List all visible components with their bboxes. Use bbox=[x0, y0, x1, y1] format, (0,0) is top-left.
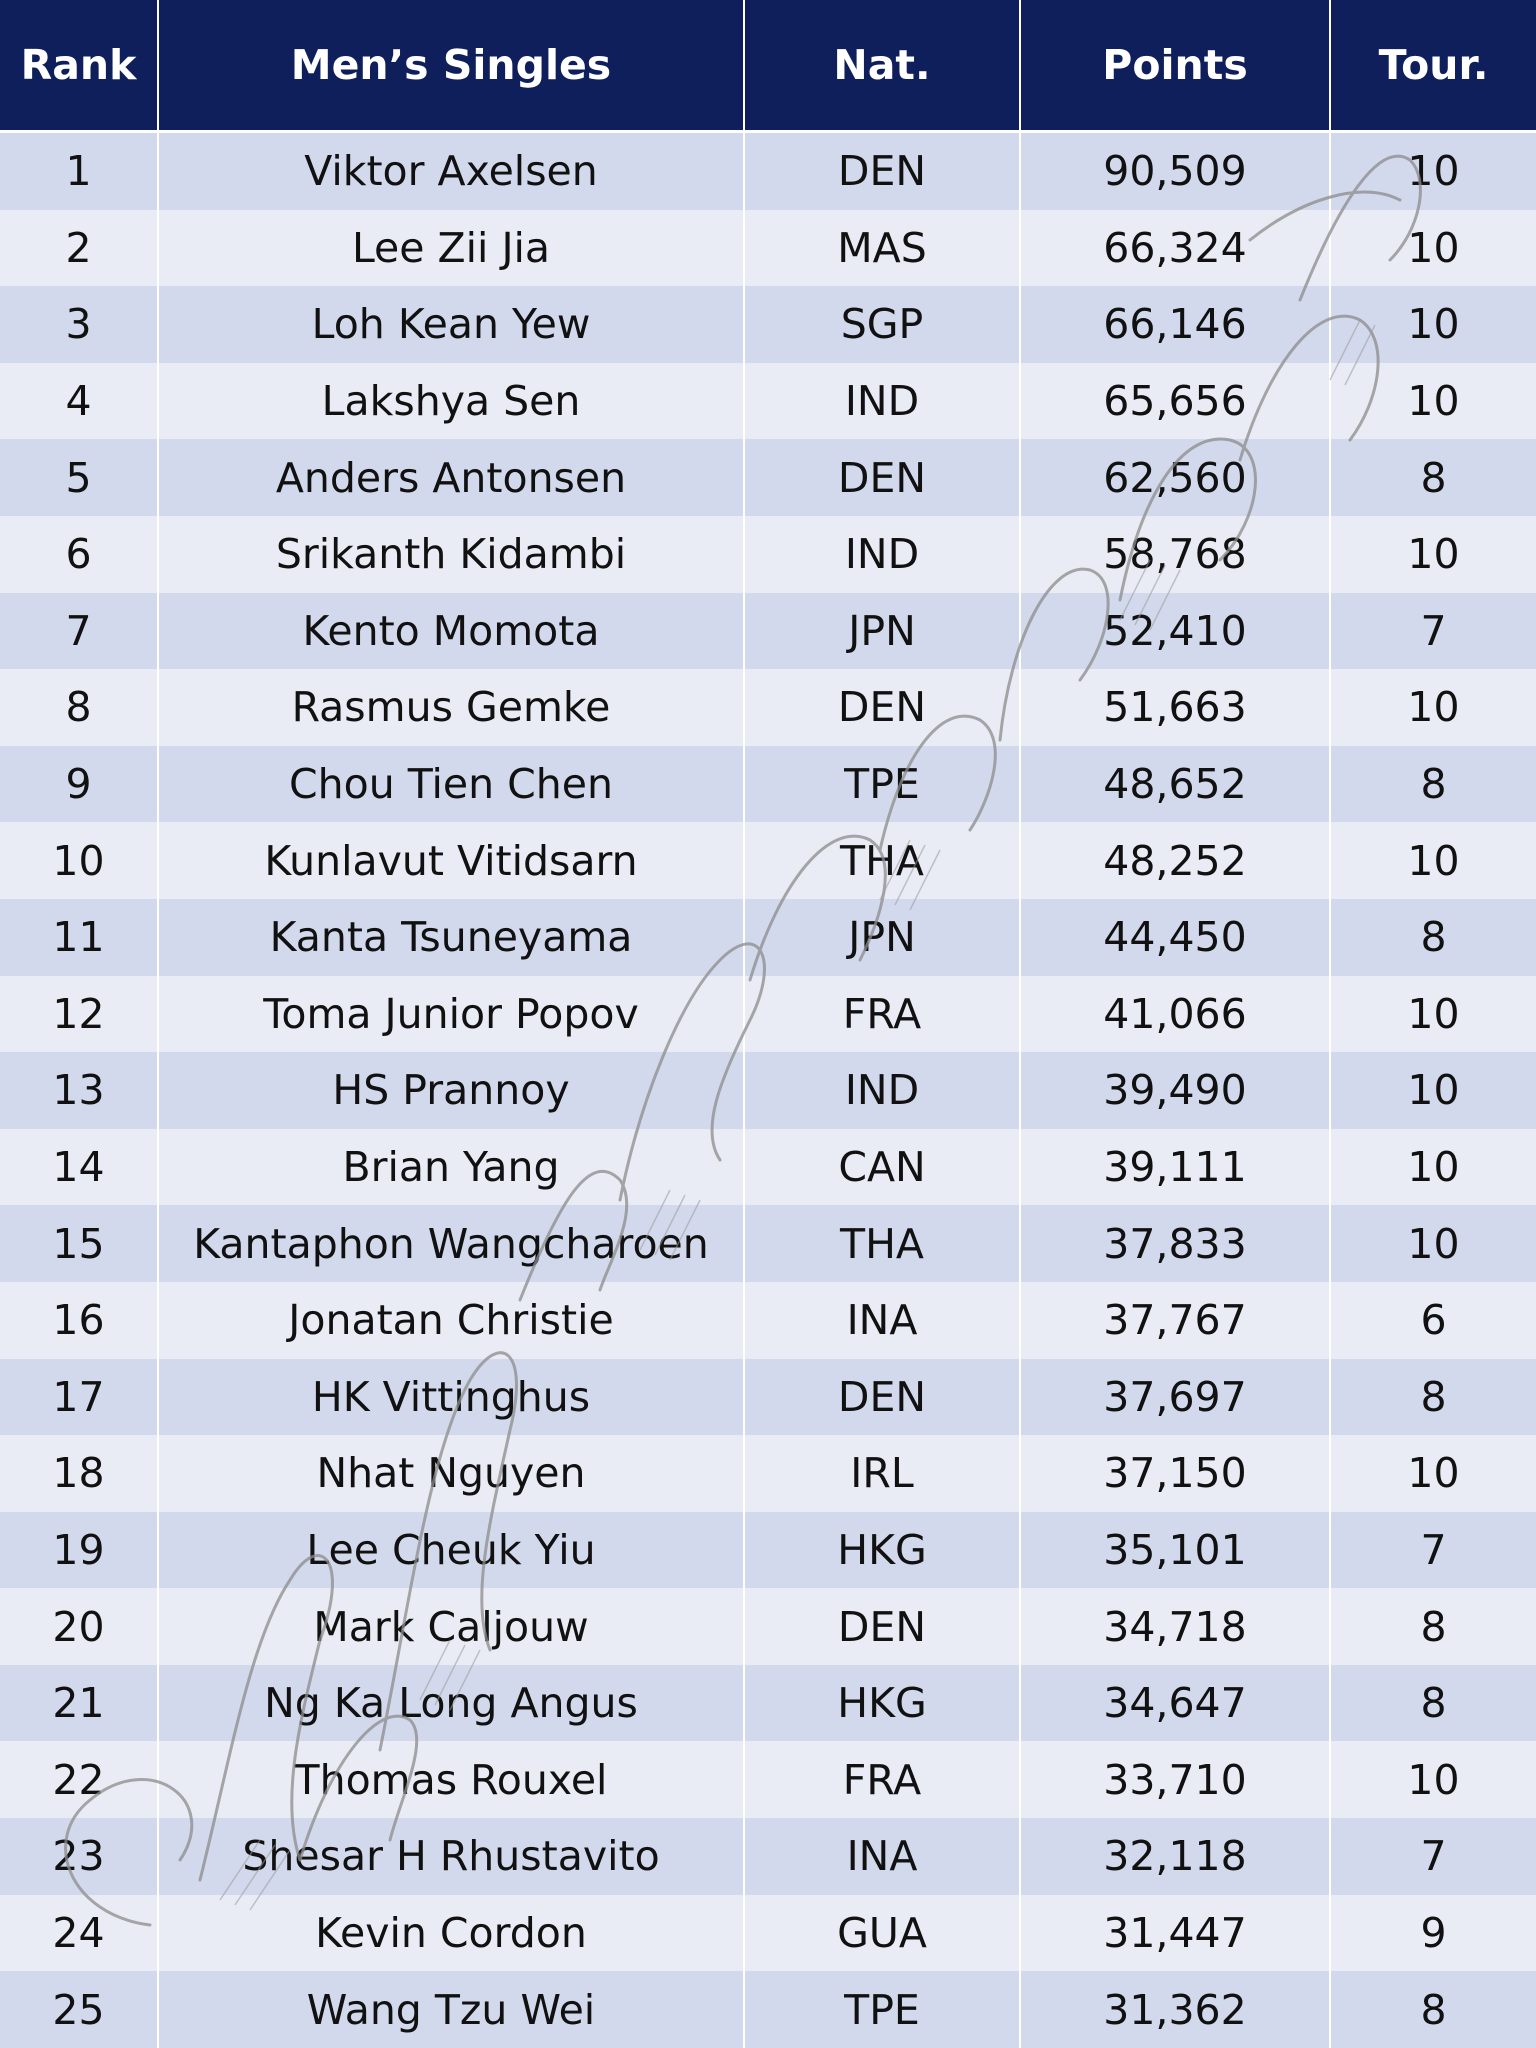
cell-player-name: Kanta Tsuneyama bbox=[158, 899, 744, 976]
cell-player-name: Viktor Axelsen bbox=[158, 132, 744, 210]
table-row bbox=[0, 132, 1536, 210]
cell-player-name: Jonatan Christie bbox=[158, 1282, 744, 1359]
cell-nationality: GUA bbox=[744, 1895, 1020, 1972]
cell-rank: 17 bbox=[0, 1359, 158, 1436]
cell-player-name: Thomas Rouxel bbox=[158, 1741, 744, 1818]
cell-points: 65,656 bbox=[1020, 363, 1330, 440]
header-row bbox=[0, 0, 1536, 132]
cell-rank: 8 bbox=[0, 669, 158, 746]
cell-nationality: IND bbox=[744, 363, 1020, 440]
cell-rank: 11 bbox=[0, 899, 158, 976]
cell-tournaments: 8 bbox=[1330, 899, 1536, 976]
cell-nationality: JPN bbox=[744, 593, 1020, 670]
cell-player-name: Mark Caljouw bbox=[158, 1588, 744, 1665]
cell-rank: 21 bbox=[0, 1665, 158, 1742]
cell-nationality: SGP bbox=[744, 286, 1020, 363]
table-row bbox=[0, 1971, 1536, 2048]
cell-player-name: Wang Tzu Wei bbox=[158, 1971, 744, 2048]
cell-nationality: DEN bbox=[744, 1588, 1020, 1665]
cell-player-name: Kantaphon Wangcharoen bbox=[158, 1205, 744, 1282]
table-row bbox=[0, 822, 1536, 899]
cell-points: 31,362 bbox=[1020, 1971, 1330, 2048]
cell-tournaments: 10 bbox=[1330, 363, 1536, 440]
cell-rank: 22 bbox=[0, 1741, 158, 1818]
cell-rank: 15 bbox=[0, 1205, 158, 1282]
cell-points: 34,718 bbox=[1020, 1588, 1330, 1665]
cell-points: 44,450 bbox=[1020, 899, 1330, 976]
cell-tournaments: 7 bbox=[1330, 1512, 1536, 1589]
table-row bbox=[0, 1359, 1536, 1436]
table-row bbox=[0, 363, 1536, 440]
table-row bbox=[0, 1512, 1536, 1589]
cell-points: 62,560 bbox=[1020, 439, 1330, 516]
table-row bbox=[0, 1665, 1536, 1742]
cell-points: 31,447 bbox=[1020, 1895, 1330, 1972]
cell-nationality: HKG bbox=[744, 1665, 1020, 1742]
cell-rank: 23 bbox=[0, 1818, 158, 1895]
cell-player-name: HK Vittinghus bbox=[158, 1359, 744, 1436]
cell-tournaments: 10 bbox=[1330, 1205, 1536, 1282]
cell-nationality: THA bbox=[744, 1205, 1020, 1282]
table-row bbox=[0, 669, 1536, 746]
table-row bbox=[0, 899, 1536, 976]
cell-tournaments: 8 bbox=[1330, 1588, 1536, 1665]
cell-rank: 9 bbox=[0, 746, 158, 823]
table-row bbox=[0, 439, 1536, 516]
cell-nationality: IRL bbox=[744, 1435, 1020, 1512]
cell-player-name: Kunlavut Vitidsarn bbox=[158, 822, 744, 899]
cell-points: 58,768 bbox=[1020, 516, 1330, 593]
cell-points: 33,710 bbox=[1020, 1741, 1330, 1818]
cell-tournaments: 10 bbox=[1330, 210, 1536, 287]
cell-player-name: Loh Kean Yew bbox=[158, 286, 744, 363]
cell-points: 37,697 bbox=[1020, 1359, 1330, 1436]
cell-rank: 18 bbox=[0, 1435, 158, 1512]
cell-rank: 12 bbox=[0, 976, 158, 1053]
cell-points: 39,490 bbox=[1020, 1052, 1330, 1129]
cell-rank: 19 bbox=[0, 1512, 158, 1589]
cell-tournaments: 7 bbox=[1330, 593, 1536, 670]
cell-player-name: Anders Antonsen bbox=[158, 439, 744, 516]
cell-nationality: TPE bbox=[744, 1971, 1020, 2048]
cell-tournaments: 8 bbox=[1330, 1665, 1536, 1742]
cell-points: 37,767 bbox=[1020, 1282, 1330, 1359]
cell-player-name: Toma Junior Popov bbox=[158, 976, 744, 1053]
cell-tournaments: 10 bbox=[1330, 1741, 1536, 1818]
table-row bbox=[0, 746, 1536, 823]
table-row bbox=[0, 1588, 1536, 1665]
cell-nationality: DEN bbox=[744, 132, 1020, 210]
cell-player-name: Rasmus Gemke bbox=[158, 669, 744, 746]
cell-points: 41,066 bbox=[1020, 976, 1330, 1053]
cell-player-name: Nhat Nguyen bbox=[158, 1435, 744, 1512]
cell-nationality: DEN bbox=[744, 1359, 1020, 1436]
table-row bbox=[0, 1129, 1536, 1206]
cell-player-name: Srikanth Kidambi bbox=[158, 516, 744, 593]
cell-rank: 20 bbox=[0, 1588, 158, 1665]
table-row bbox=[0, 1435, 1536, 1512]
cell-rank: 1 bbox=[0, 132, 158, 210]
cell-points: 48,252 bbox=[1020, 822, 1330, 899]
cell-nationality: TPE bbox=[744, 746, 1020, 823]
table-row bbox=[0, 976, 1536, 1053]
cell-nationality: FRA bbox=[744, 1741, 1020, 1818]
cell-nationality: IND bbox=[744, 516, 1020, 593]
cell-points: 32,118 bbox=[1020, 1818, 1330, 1895]
cell-tournaments: 6 bbox=[1330, 1282, 1536, 1359]
table-row bbox=[0, 516, 1536, 593]
cell-player-name: Lakshya Sen bbox=[158, 363, 744, 440]
table-body bbox=[0, 132, 1536, 2048]
cell-nationality: CAN bbox=[744, 1129, 1020, 1206]
cell-rank: 7 bbox=[0, 593, 158, 670]
cell-nationality: IND bbox=[744, 1052, 1020, 1129]
table-row bbox=[0, 1818, 1536, 1895]
table-row bbox=[0, 1052, 1536, 1129]
cell-points: 37,833 bbox=[1020, 1205, 1330, 1282]
cell-points: 90,509 bbox=[1020, 132, 1330, 210]
cell-player-name: Shesar H Rhustavito bbox=[158, 1818, 744, 1895]
cell-player-name: Kevin Cordon bbox=[158, 1895, 744, 1972]
table-header bbox=[0, 0, 1536, 132]
cell-player-name: Brian Yang bbox=[158, 1129, 744, 1206]
cell-rank: 3 bbox=[0, 286, 158, 363]
cell-tournaments: 10 bbox=[1330, 1052, 1536, 1129]
cell-tournaments: 8 bbox=[1330, 1359, 1536, 1436]
cell-rank: 24 bbox=[0, 1895, 158, 1972]
cell-points: 35,101 bbox=[1020, 1512, 1330, 1589]
cell-rank: 4 bbox=[0, 363, 158, 440]
header-mens-singles: Men’s Singles bbox=[158, 0, 744, 132]
header-rank: Rank bbox=[0, 0, 158, 132]
cell-nationality: FRA bbox=[744, 976, 1020, 1053]
cell-points: 51,663 bbox=[1020, 669, 1330, 746]
cell-nationality: INA bbox=[744, 1818, 1020, 1895]
cell-points: 52,410 bbox=[1020, 593, 1330, 670]
cell-points: 48,652 bbox=[1020, 746, 1330, 823]
cell-nationality: MAS bbox=[744, 210, 1020, 287]
cell-nationality: DEN bbox=[744, 439, 1020, 516]
table-row bbox=[0, 1741, 1536, 1818]
cell-tournaments: 10 bbox=[1330, 132, 1536, 210]
cell-player-name: Kento Momota bbox=[158, 593, 744, 670]
table-row bbox=[0, 1895, 1536, 1972]
table-row bbox=[0, 593, 1536, 670]
cell-rank: 13 bbox=[0, 1052, 158, 1129]
cell-tournaments: 10 bbox=[1330, 516, 1536, 593]
cell-nationality: INA bbox=[744, 1282, 1020, 1359]
cell-tournaments: 8 bbox=[1330, 1971, 1536, 2048]
cell-player-name: Lee Zii Jia bbox=[158, 210, 744, 287]
cell-player-name: Chou Tien Chen bbox=[158, 746, 744, 823]
table-row bbox=[0, 1282, 1536, 1359]
table-row bbox=[0, 210, 1536, 287]
table-row bbox=[0, 286, 1536, 363]
cell-player-name: HS Prannoy bbox=[158, 1052, 744, 1129]
cell-nationality: THA bbox=[744, 822, 1020, 899]
cell-tournaments: 8 bbox=[1330, 439, 1536, 516]
cell-rank: 14 bbox=[0, 1129, 158, 1206]
table-row bbox=[0, 1205, 1536, 1282]
cell-tournaments: 10 bbox=[1330, 669, 1536, 746]
cell-points: 66,324 bbox=[1020, 210, 1330, 287]
header-points: Points bbox=[1020, 0, 1330, 132]
cell-tournaments: 10 bbox=[1330, 286, 1536, 363]
cell-rank: 6 bbox=[0, 516, 158, 593]
header-nationality: Nat. bbox=[744, 0, 1020, 132]
cell-rank: 2 bbox=[0, 210, 158, 287]
cell-points: 37,150 bbox=[1020, 1435, 1330, 1512]
cell-tournaments: 10 bbox=[1330, 1129, 1536, 1206]
cell-rank: 16 bbox=[0, 1282, 158, 1359]
cell-points: 34,647 bbox=[1020, 1665, 1330, 1742]
cell-points: 39,111 bbox=[1020, 1129, 1330, 1206]
cell-rank: 5 bbox=[0, 439, 158, 516]
cell-rank: 25 bbox=[0, 1971, 158, 2048]
cell-player-name: Lee Cheuk Yiu bbox=[158, 1512, 744, 1589]
cell-tournaments: 10 bbox=[1330, 976, 1536, 1053]
cell-tournaments: 9 bbox=[1330, 1895, 1536, 1972]
cell-points: 66,146 bbox=[1020, 286, 1330, 363]
cell-tournaments: 8 bbox=[1330, 746, 1536, 823]
cell-tournaments: 7 bbox=[1330, 1818, 1536, 1895]
cell-nationality: DEN bbox=[744, 669, 1020, 746]
cell-nationality: JPN bbox=[744, 899, 1020, 976]
cell-nationality: HKG bbox=[744, 1512, 1020, 1589]
cell-tournaments: 10 bbox=[1330, 822, 1536, 899]
cell-tournaments: 10 bbox=[1330, 1435, 1536, 1512]
cell-rank: 10 bbox=[0, 822, 158, 899]
cell-player-name: Ng Ka Long Angus bbox=[158, 1665, 744, 1742]
header-tournaments: Tour. bbox=[1330, 0, 1536, 132]
